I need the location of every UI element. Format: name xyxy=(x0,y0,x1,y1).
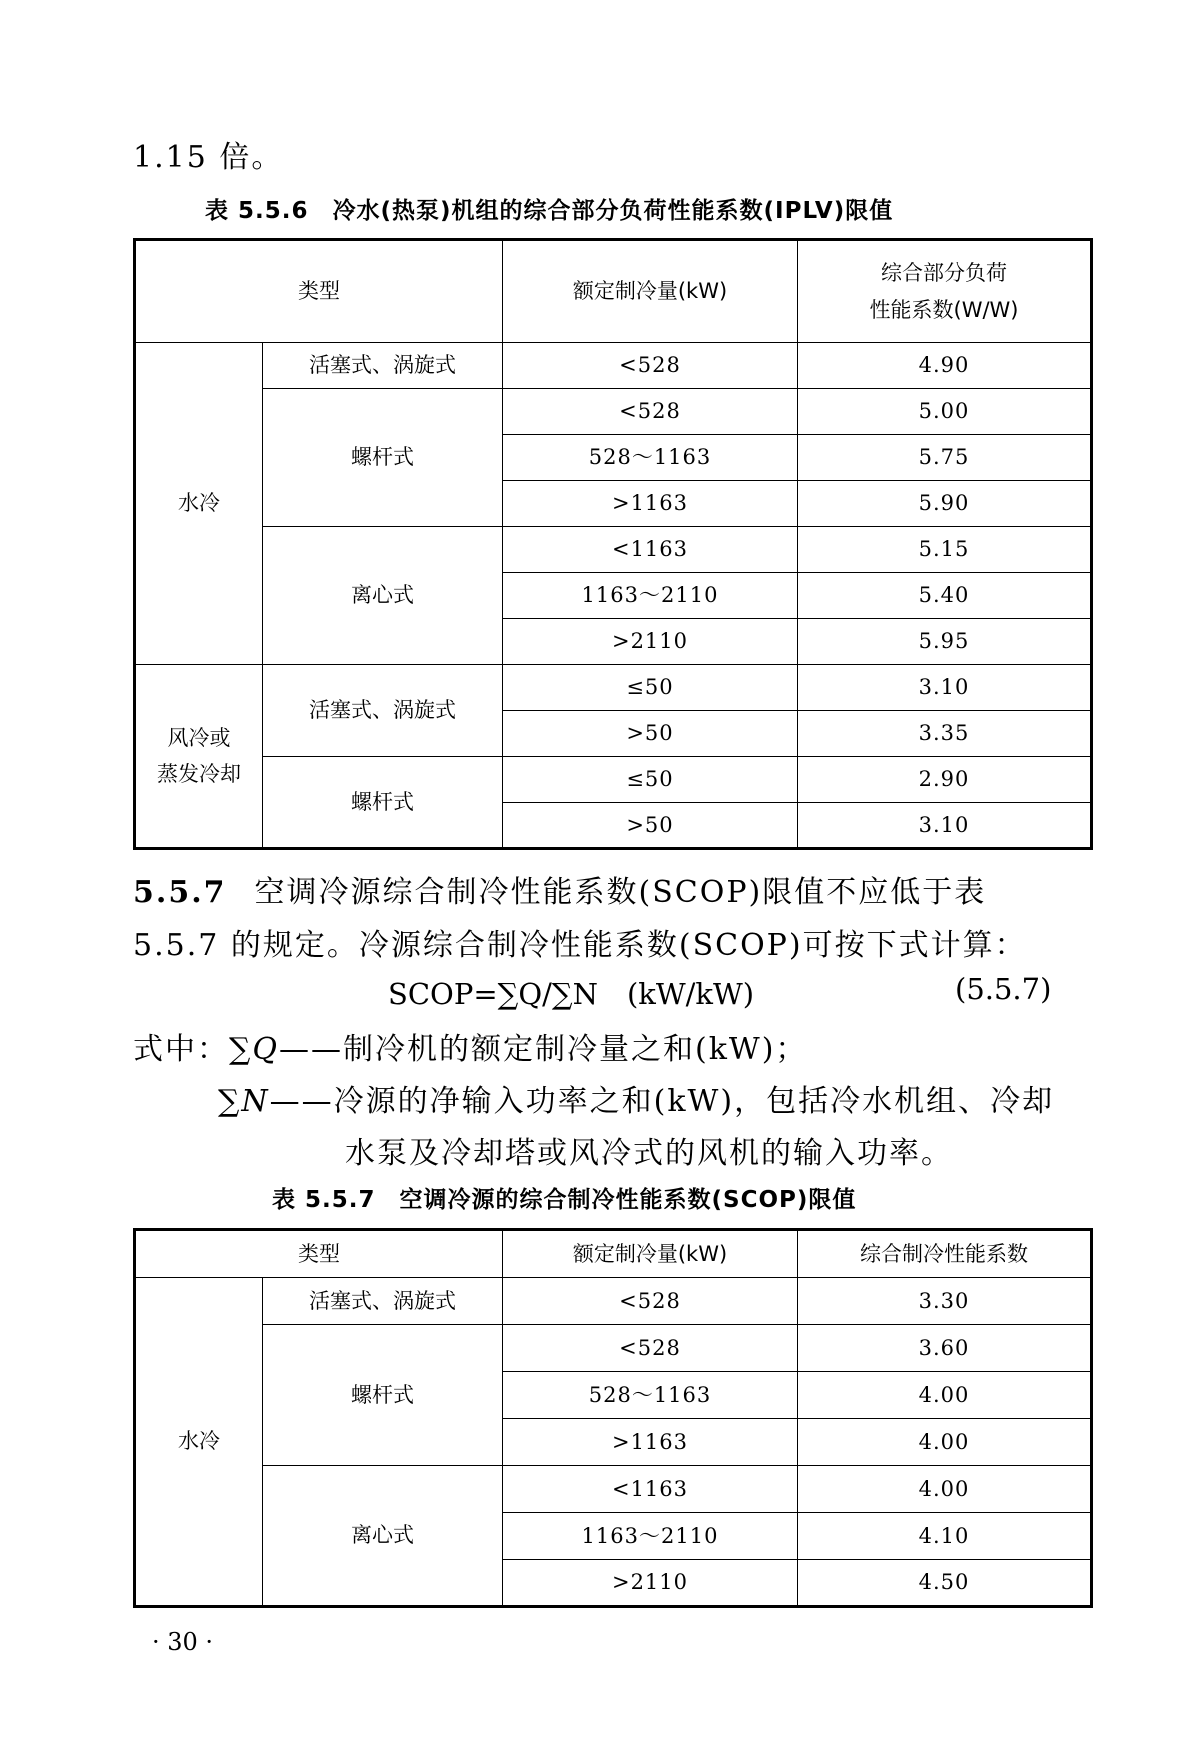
table-row xyxy=(135,527,1092,573)
value-cell: 5.00 xyxy=(798,389,1092,435)
capacity-cell: <528 xyxy=(503,1325,798,1372)
table-row xyxy=(135,1325,1092,1372)
table-row xyxy=(135,1278,1092,1325)
value-cell: 3.10 xyxy=(798,665,1092,711)
group-water-cooled: 水冷 xyxy=(135,343,263,665)
subtype-cell: 活塞式、涡旋式 xyxy=(263,665,503,757)
subtype-cell: 活塞式、涡旋式 xyxy=(263,343,503,389)
subtype-cell: 活塞式、涡旋式 xyxy=(263,1278,503,1325)
group-water-cooled: 水冷 xyxy=(135,1278,263,1607)
capacity-cell: ≤50 xyxy=(503,757,798,803)
capacity-cell: 528～1163 xyxy=(503,1372,798,1419)
header-iplv xyxy=(798,240,1092,343)
header-type: 类型 xyxy=(135,1230,503,1278)
value-cell: 5.90 xyxy=(798,481,1092,527)
capacity-cell: <528 xyxy=(503,389,798,435)
where-n-line2: 水泵及冷却塔或风冷式的风机的输入功率。 xyxy=(345,1136,953,1171)
value-cell: 3.10 xyxy=(798,803,1092,849)
table-row xyxy=(135,665,1092,711)
value-cell: 3.30 xyxy=(798,1278,1092,1325)
iplv-table xyxy=(133,238,1093,850)
table-row xyxy=(135,389,1092,435)
value-cell: 4.50 xyxy=(798,1560,1092,1607)
value-cell: 5.95 xyxy=(798,619,1092,665)
capacity-cell: >50 xyxy=(503,803,798,849)
capacity-cell: >2110 xyxy=(503,1560,798,1607)
table1-caption: 表 5.5.6 冷水(热泵)机组的综合部分负荷性能系数(IPLV)限值 xyxy=(205,198,894,224)
continuation-text: 1.15 倍。 xyxy=(133,140,284,175)
value-cell: 4.10 xyxy=(798,1513,1092,1560)
value-cell: 4.00 xyxy=(798,1419,1092,1466)
n-symbol: ∑N xyxy=(218,1084,270,1119)
group-air-cooled xyxy=(135,665,263,849)
n-description: ——冷源的净输入功率之和(kW)，包括冷水机组、冷却 xyxy=(269,1084,1055,1119)
subtype-cell: 螺杆式 xyxy=(263,1325,503,1466)
q-symbol: ∑Q xyxy=(229,1032,280,1067)
table-row xyxy=(135,1466,1092,1513)
capacity-cell: 1163～2110 xyxy=(503,573,798,619)
table-row xyxy=(135,757,1092,803)
value-cell: 5.40 xyxy=(798,573,1092,619)
where-q-line xyxy=(133,1024,807,1068)
formula: SCOP=∑Q/∑N (kW/kW) xyxy=(388,977,755,1011)
subtype-cell: 螺杆式 xyxy=(263,389,503,527)
capacity-cell: <1163 xyxy=(503,527,798,573)
subtype-cell: 离心式 xyxy=(263,1466,503,1607)
formula-number: (5.5.7) xyxy=(955,972,1052,1006)
capacity-cell: >1163 xyxy=(503,481,798,527)
table-header-row xyxy=(135,1230,1092,1278)
section-number: 5.5.7 xyxy=(133,875,227,910)
value-cell: 3.35 xyxy=(798,711,1092,757)
capacity-cell: <528 xyxy=(503,1278,798,1325)
capacity-cell: <1163 xyxy=(503,1466,798,1513)
capacity-cell: <528 xyxy=(503,343,798,389)
value-cell: 4.00 xyxy=(798,1372,1092,1419)
header-type: 类型 xyxy=(135,240,503,343)
where-n-line xyxy=(218,1076,1054,1120)
table-header-row xyxy=(135,240,1092,343)
value-cell: 2.90 xyxy=(798,757,1092,803)
capacity-cell: 1163～2110 xyxy=(503,1513,798,1560)
capacity-cell: >2110 xyxy=(503,619,798,665)
where-prefix: 式中： xyxy=(133,1032,229,1067)
section-line2: 5.5.7 的规定。冷源综合制冷性能系数(SCOP)可按下式计算： xyxy=(133,928,1027,963)
group-air-cooled-line2: 蒸发冷却 xyxy=(157,762,241,786)
value-cell: 3.60 xyxy=(798,1325,1092,1372)
header-capacity: 额定制冷量(kW) xyxy=(503,240,798,343)
capacity-cell: 528～1163 xyxy=(503,435,798,481)
header-iplv-line1: 综合部分负荷 xyxy=(881,261,1007,286)
value-cell: 4.90 xyxy=(798,343,1092,389)
q-description: ——制冷机的额定制冷量之和(kW)； xyxy=(279,1032,808,1067)
subtype-cell: 螺杆式 xyxy=(263,757,503,849)
capacity-cell: >1163 xyxy=(503,1419,798,1466)
value-cell: 4.00 xyxy=(798,1466,1092,1513)
page-number: · 30 · xyxy=(152,1628,214,1656)
table2-caption: 表 5.5.7 空调冷源的综合制冷性能系数(SCOP)限值 xyxy=(272,1187,857,1213)
header-iplv-line2: 性能系数(W/W) xyxy=(869,297,1019,322)
capacity-cell: >50 xyxy=(503,711,798,757)
value-cell: 5.75 xyxy=(798,435,1092,481)
group-air-cooled-line1: 风冷或 xyxy=(167,725,231,750)
table-row xyxy=(135,343,1092,389)
header-scop: 综合制冷性能系数 xyxy=(798,1230,1092,1278)
value-cell: 5.15 xyxy=(798,527,1092,573)
subtype-cell: 离心式 xyxy=(263,527,503,665)
section-line1 xyxy=(133,867,986,911)
section-text-1: 空调冷源综合制冷性能系数(SCOP)限值不应低于表 xyxy=(254,875,987,910)
header-capacity: 额定制冷量(kW) xyxy=(503,1230,798,1278)
capacity-cell: ≤50 xyxy=(503,665,798,711)
scop-table xyxy=(133,1228,1093,1608)
